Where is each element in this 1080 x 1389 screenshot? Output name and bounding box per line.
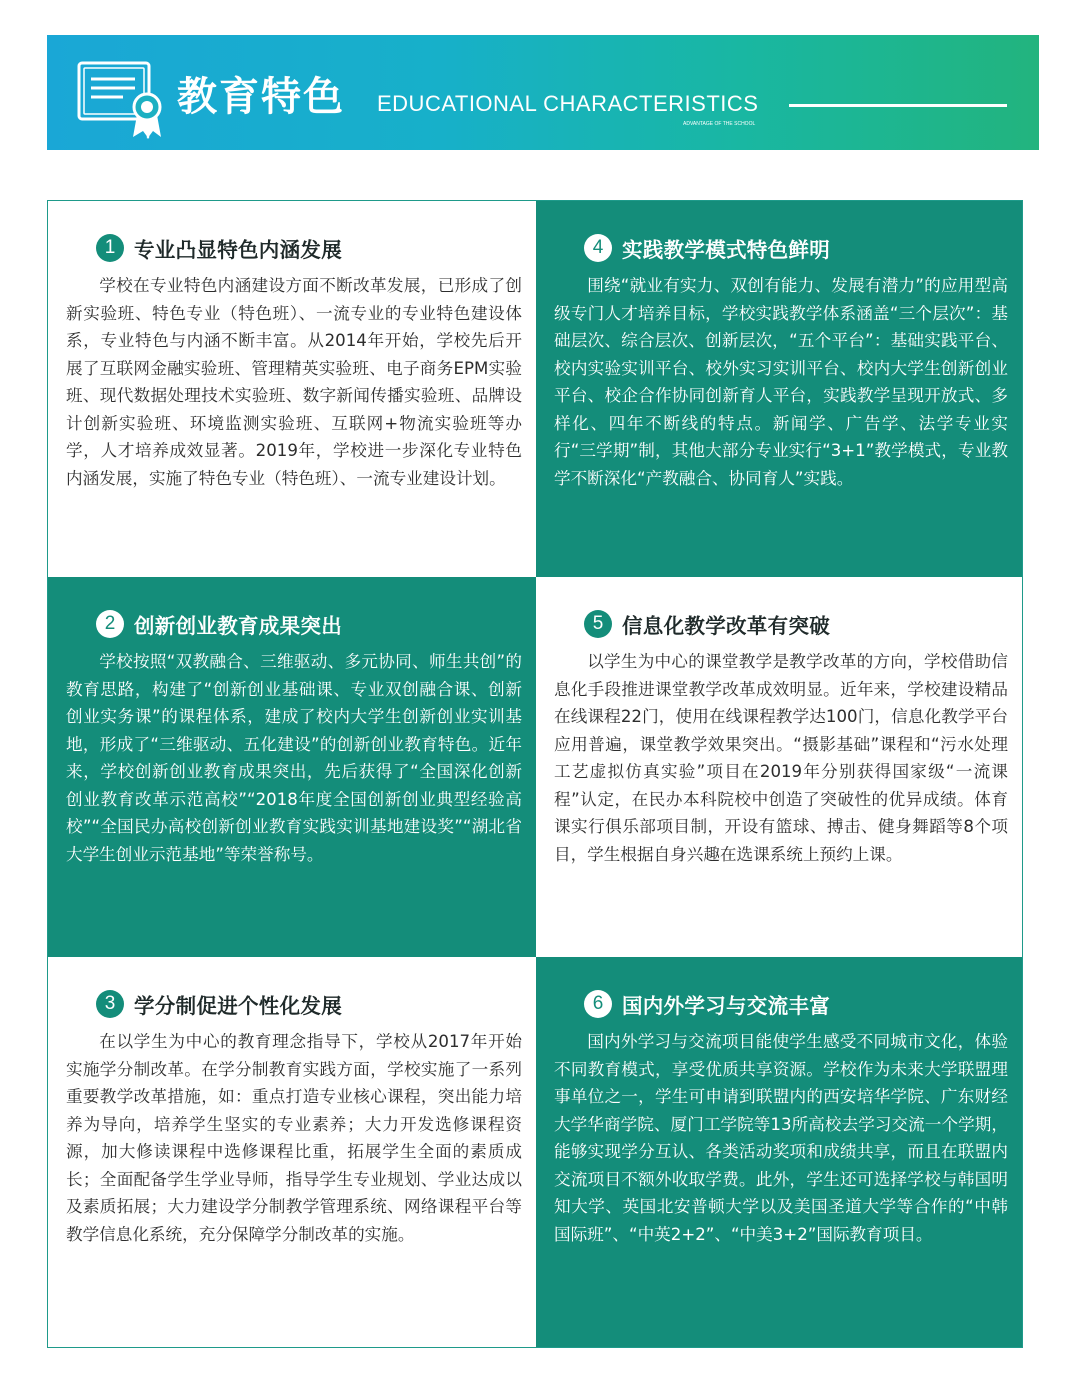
feature-card-1 (48, 201, 536, 577)
card-title: 学分制促进个性化发展 (134, 994, 342, 1018)
card-number-badge: 6 (584, 990, 612, 1018)
page-title: 教育特色 (177, 74, 345, 120)
feature-card-2 (48, 577, 536, 957)
card-header (96, 232, 342, 264)
card-number-badge: 5 (584, 610, 612, 638)
header-banner (47, 35, 1039, 150)
feature-card-5 (536, 577, 1022, 957)
page-subtitle-en: ADVANTAGE OF THE SCHOOL (683, 121, 756, 127)
card-body: 国内外学习与交流项目能使学生感受不同城市文化，体验不同教育模式，享受优质共享资源。学校作为未来大学联盟理事单位之一，学生可申请到联盟内的西安培华学院、广东财经大学华商学院、厦门工学院等13所高校去学习交流一个学期，能够实现学分互认、各类活动奖项和成绩共享，而且在联盟内交流项目不额外收取学费。此外，学生还可选择学校与韩国明知大学、英国北安普顿大学以及美国圣道大学等合作的“中韩国际班”、“中英2+2”、“中美3+2”国际教育项目。 (554, 1032, 1008, 1244)
title-divider (789, 104, 1007, 107)
card-header (584, 988, 830, 1020)
card-title: 国内外学习与交流丰富 (622, 994, 830, 1018)
card-body: 学校按照“双教融合、三维驱动、多元协同、师生共创”的教育思路，构建了“创新创业基础课、专业双创融合课、创新创业实务课”的课程体系，建成了校内大学生创新创业实训基地，形成了“三维驱动、五化建设”的创新创业教育特色。近年来，学校创新创业教育成果突出，先后获得了“全国深化创新创业教育改革示范高校”“2018年度全国创新创业典型经验高校”“全国民办高校创新创业教育实践实训基地建设奖”“湖北省大学生创业示范基地”等荣誉称号。 (66, 652, 522, 864)
card-number-badge: 4 (584, 234, 612, 262)
feature-card-3 (48, 957, 536, 1347)
card-title: 实践教学模式特色鲜明 (622, 238, 830, 262)
card-body: 在以学生为中心的教育理念指导下，学校从2017年开始实施学分制改革。在学分制教育实践方面，学校实施了一系列重要教学改革措施，如：重点打造专业核心课程，突出能力培养为导向，培养学生坚实的专业素养；大力开发选修课程资源，加大修读课程中选修课程比重，拓展学生全面的素质成长；全面配备学生学业导师，指导学生专业规划、学业达成以及素质拓展；大力建设学分制教学管理系统、网络课程平台等教学信息化系统，充分保障学分制改革的实施。 (66, 1032, 522, 1244)
card-title: 信息化教学改革有突破 (622, 614, 830, 638)
card-header (96, 608, 342, 640)
feature-card-4 (536, 201, 1022, 577)
card-body: 围绕“就业有实力、双创有能力、发展有潜力”的应用型高级专门人才培养目标，学校实践教学体系涵盖“三个层次”：基础层次、综合层次、创新层次，“五个平台”：基础实践平台、校内实验实训平台、校外实习实训平台、校内大学生创新创业平台、校企合作协同创新育人平台，实践教学呈现开放式、多样化、四年不断线的特点。新闻学、广告学、法学专业实行“三学期”制，其他大部分专业实行“3+1”教学模式，专业教学不断深化“产教融合、协同育人”实践。 (554, 276, 1008, 488)
certificate-icon (75, 57, 175, 141)
card-title: 创新创业教育成果突出 (134, 614, 342, 638)
card-number-badge: 1 (96, 234, 124, 262)
feature-grid (47, 200, 1023, 1348)
card-number-badge: 2 (96, 610, 124, 638)
card-number-badge: 3 (96, 990, 124, 1018)
card-title: 专业凸显特色内涵发展 (134, 238, 342, 262)
card-header (584, 608, 830, 640)
card-body: 以学生为中心的课堂教学是教学改革的方向，学校借助信息化手段推进课堂教学改革成效明显。近年来，学校建设精品在线课程22门，使用在线课程教学达100门，信息化教学平台应用普遍，课堂教学效果突出。“摄影基础”课程和“污水处理工艺虚拟仿真实验”项目在2019年分别获得国家级“一流课程”认定，在民办本科院校中创造了突破性的优异成绩。体育课实行俱乐部项目制，开设有篮球、搏击、健身舞蹈等8个项目，学生根据自身兴趣在选课系统上预约上课。 (554, 652, 1008, 864)
card-header (96, 988, 342, 1020)
card-body: 学校在专业特色内涵建设方面不断改革发展，已形成了创新实验班、特色专业（特色班）、一流专业的专业特色建设体系，专业特色与内涵不断丰富。从2014年开始，学校先后开展了互联网金融实验班、管理精英实验班、电子商务EPM实验班、现代数据处理技术实验班、数字新闻传播实验班、品牌设计创新实验班、环境监测实验班、互联网+物流实验班等办学，人才培养成效显著。2019年，学校进一步深化专业特色内涵发展，实施了特色专业（特色班）、一流专业建设计划。 (66, 276, 522, 488)
page-title-en: EDUCATIONAL CHARACTERISTICS (377, 91, 759, 116)
card-header (584, 232, 830, 264)
feature-card-6 (536, 957, 1022, 1347)
